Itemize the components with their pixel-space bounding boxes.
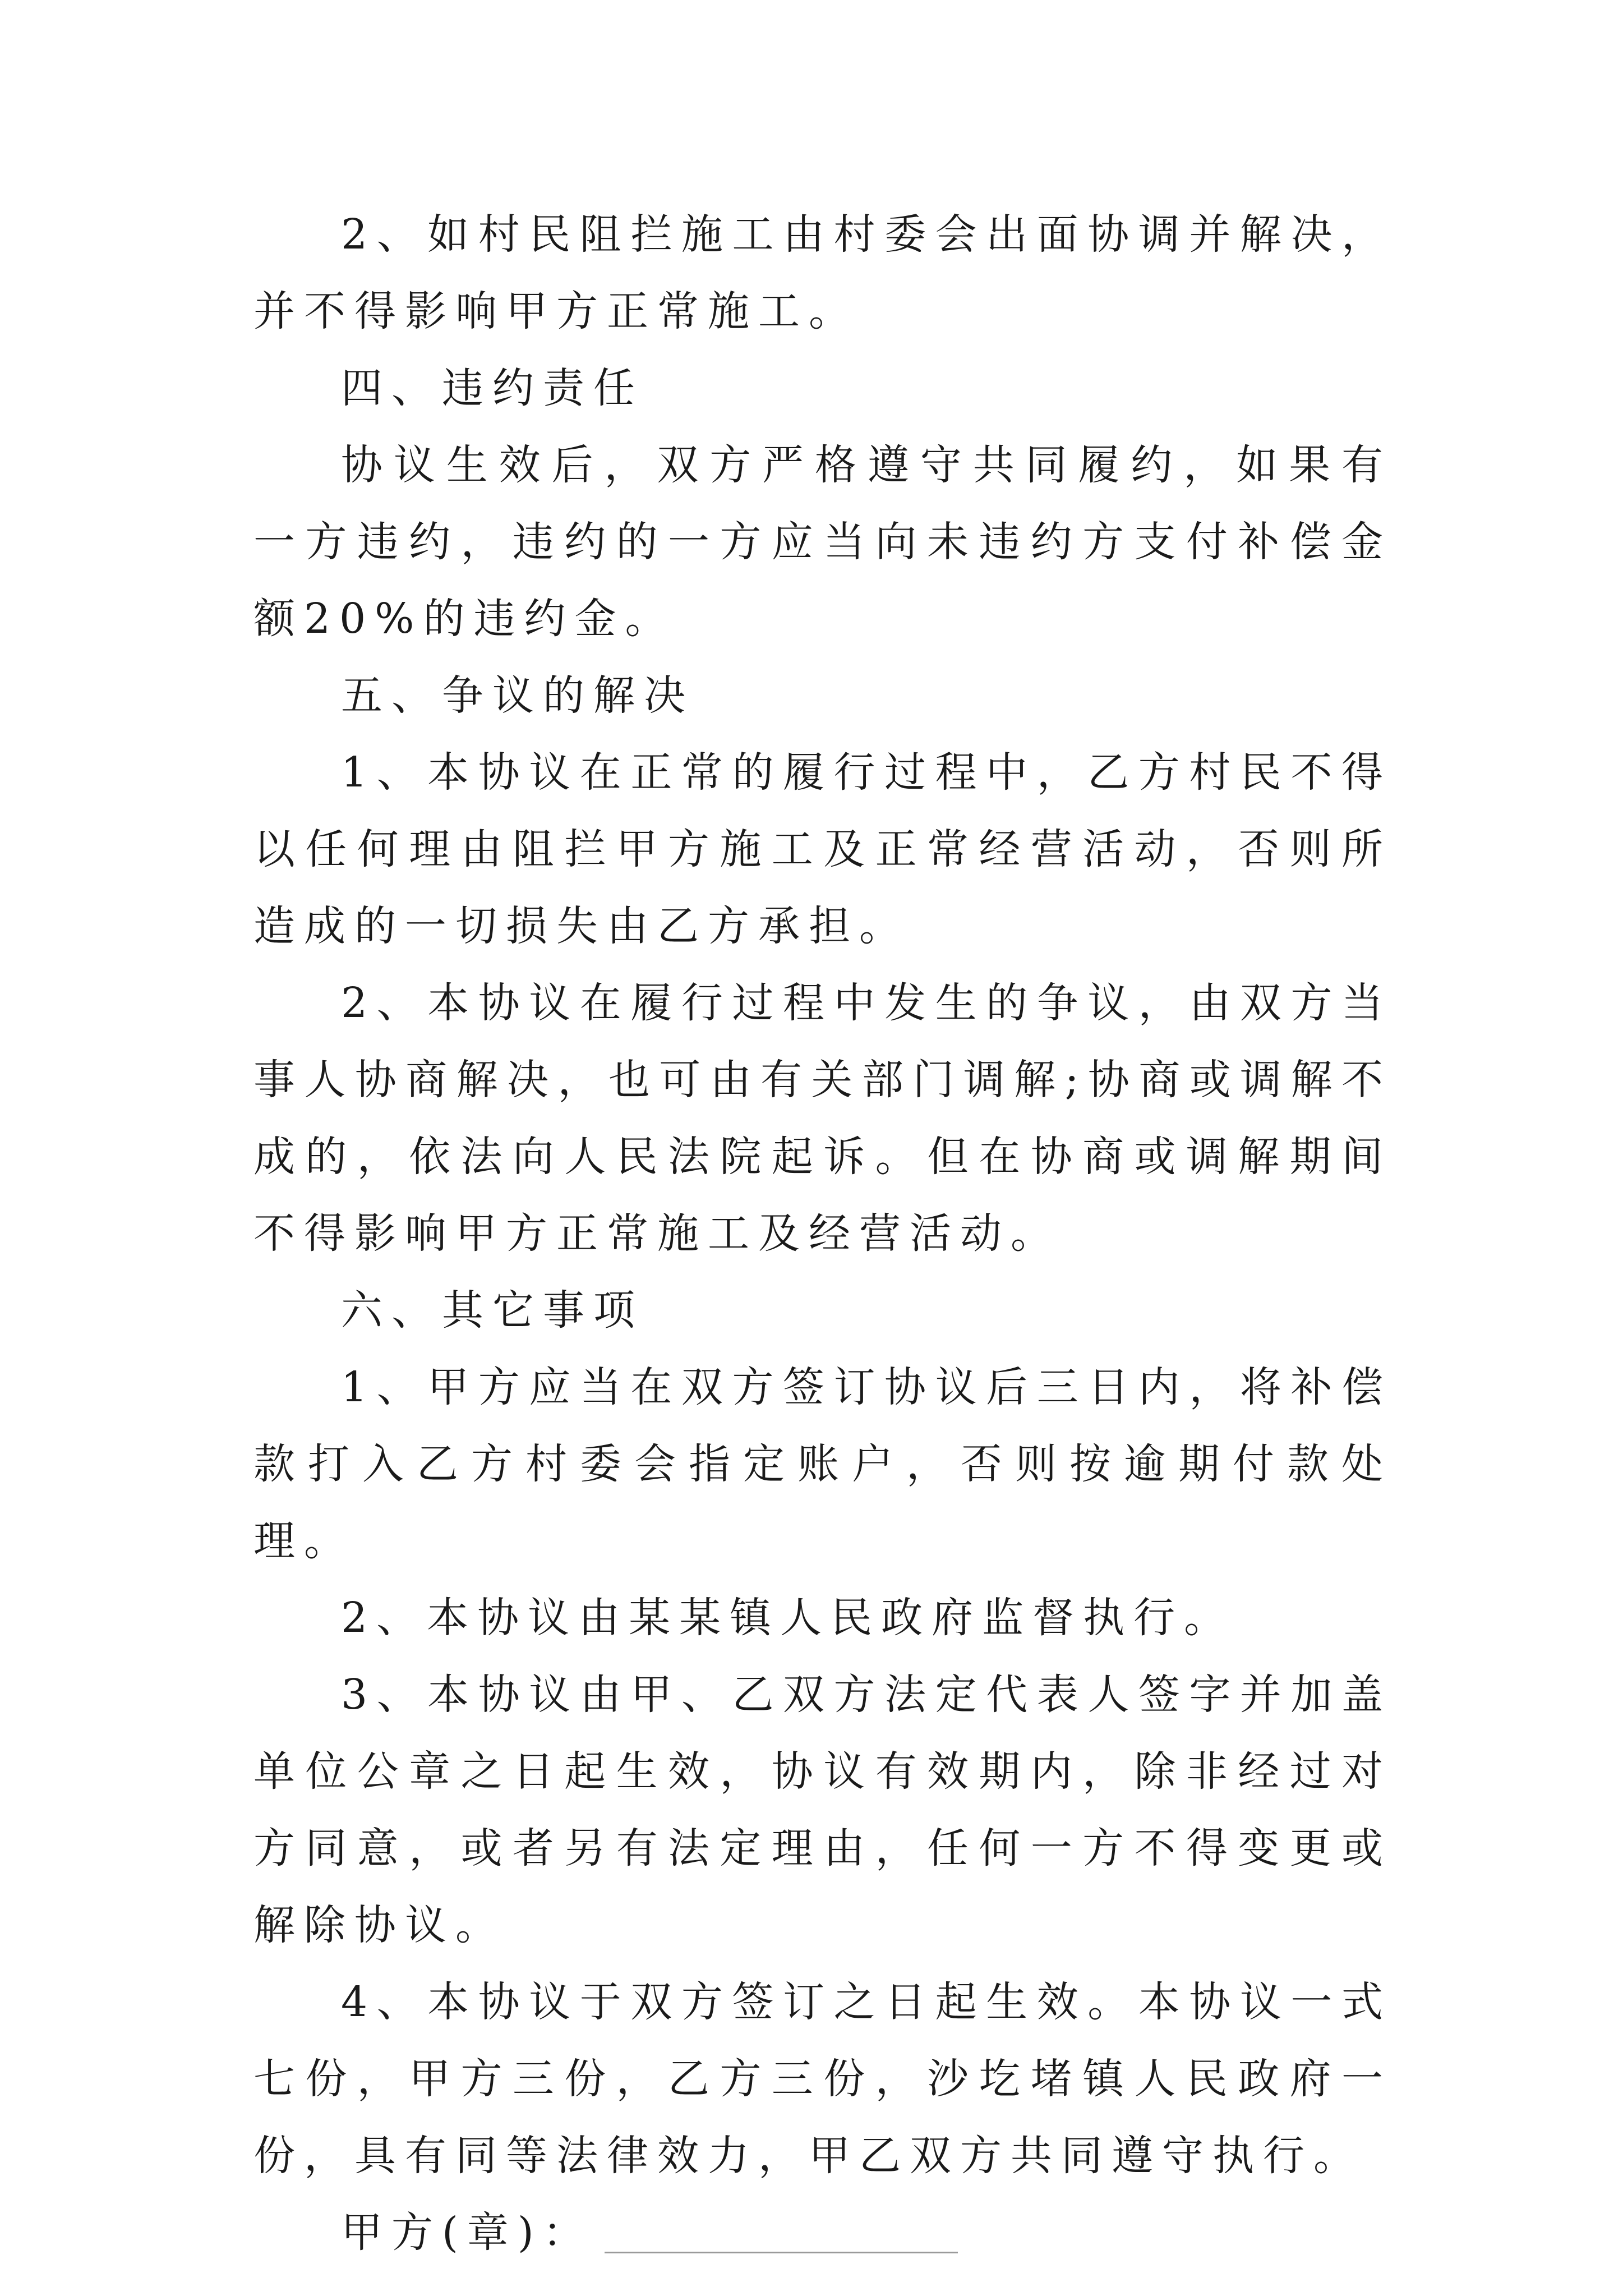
clause-3-2-paragraph: 2、如村民阻拦施工由村委会出面协调并解决，并不得影响甲方正常施工。 [253,210,1392,335]
other-clause-1-paragraph: 1、甲方应当在双方签订协议后三日内，将补偿款打入乙方村委会指定账户，否则按逾期付款处理。 [253,1363,1392,1565]
document-body [253,196,1392,2271]
section-heading-other-matters: 六、其它事项 [341,1286,644,1335]
other-clause-3-paragraph: 3、本协议由甲、乙双方法定代表人签字并加盖单位公章之日起生效，协议有效期内，除非经过对方同意，或者另有法定理由，任何一方不得变更或解除协议。 [253,1671,1392,1949]
party-a-signature-label: 甲方(章)： [341,2208,593,2257]
section-heading-breach-liability: 四、违约责任 [341,364,644,412]
signature-blank [605,2249,958,2253]
section-heading-dispute-resolution: 五、争议的解决 [341,671,694,720]
other-clause-4-paragraph: 4、本协议于双方签订之日起生效。本协议一式七份，甲方三份，乙方三份，沙圪堵镇人民政府一份，具有同等法律效力，甲乙双方共同遵守执行。 [253,1978,1392,2180]
dispute-clause-2-paragraph: 2、本协议在履行过程中发生的争议，由双方当事人协商解决，也可由有关部门调解;协商或调解不成的，依法向人民法院起诉。但在协商或调解期间不得影响甲方正常施工及经营活动。 [253,979,1392,1258]
breach-liability-paragraph: 协议生效后，双方严格遵守共同履约，如果有一方违约，违约的一方应当向未违约方支付补偿金额20%的违约金。 [253,441,1392,643]
party-a-signature-line [253,2194,1392,2271]
other-clause-2-paragraph: 2、本协议由某某镇人民政府监督执行。 [341,1594,1235,1642]
dispute-clause-1-paragraph: 1、本协议在正常的履行过程中，乙方村民不得以任何理由阻拦甲方施工及正常经营活动，否则所造成的一切损失由乙方承担。 [253,748,1392,950]
